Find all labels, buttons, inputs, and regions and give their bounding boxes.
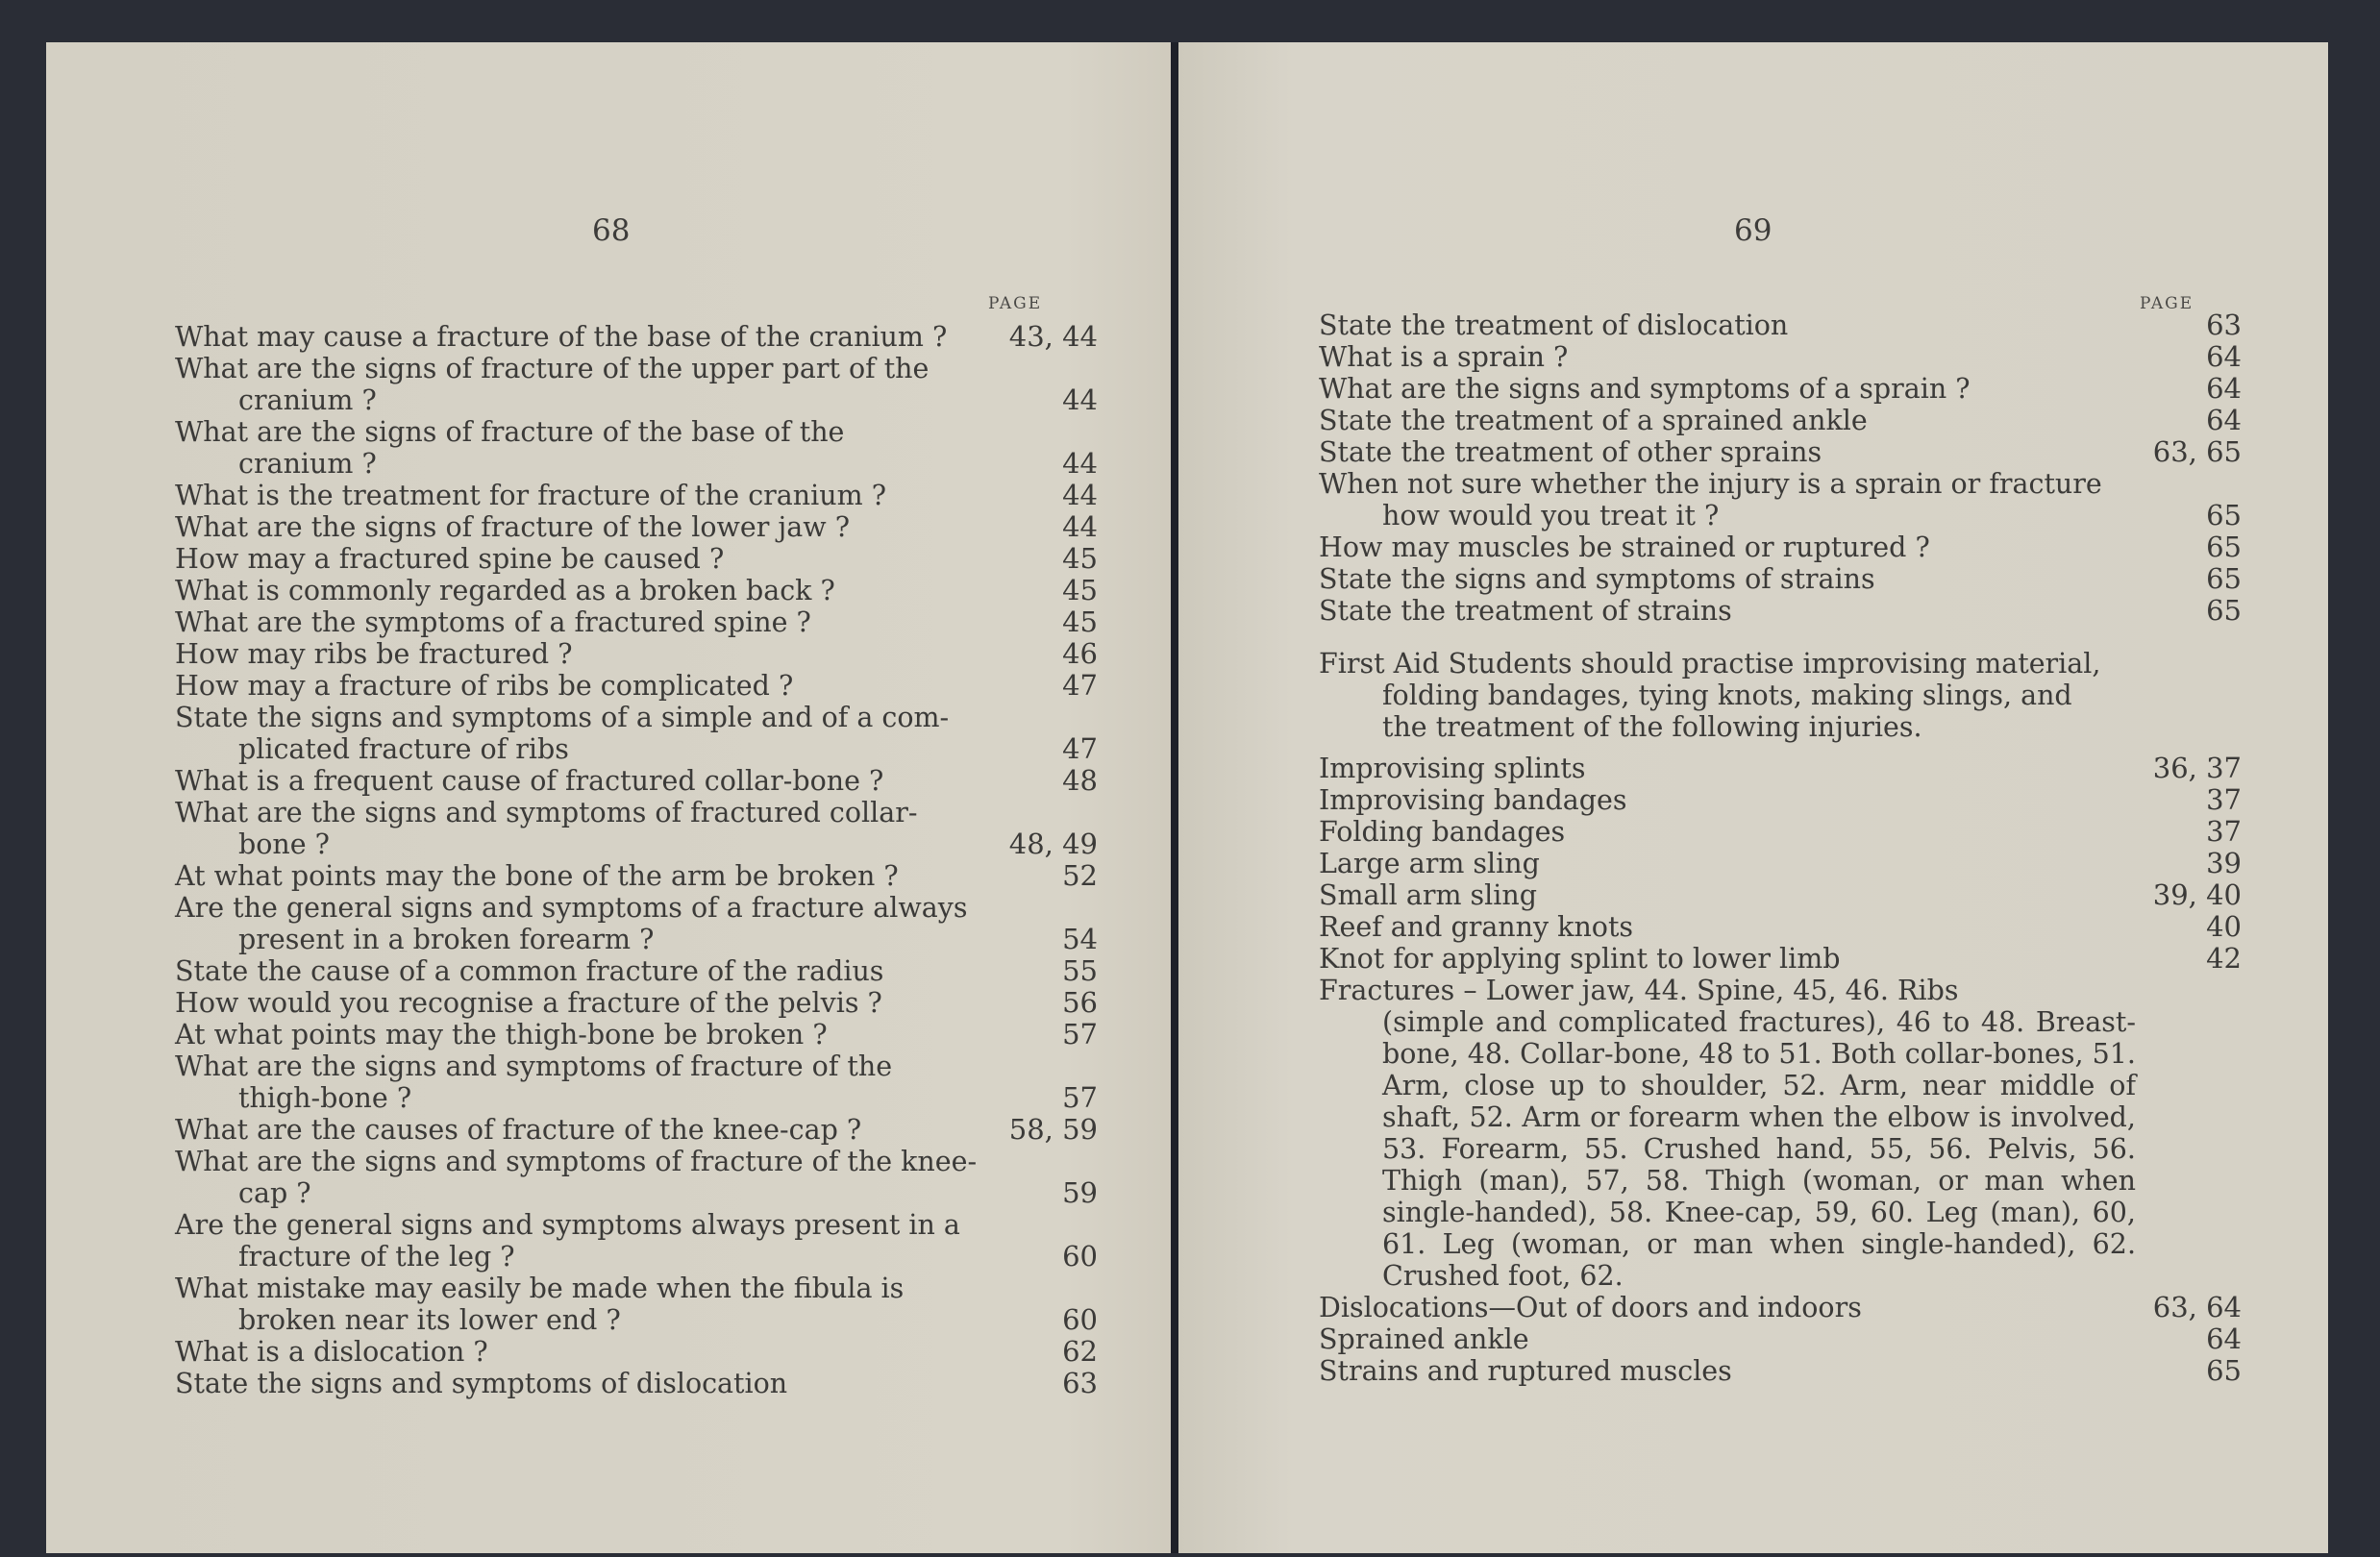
page-reference: 63 [1062,1367,1098,1399]
index-entry [1319,1323,2242,1355]
page-reference: 65 [2206,594,2242,627]
entry-continuation: cranium ? [238,384,377,416]
page-reference: 44 [1062,383,1098,416]
entry-text: What may cause a fracture of the base of the cranium ? [175,321,948,353]
entry-text: Improvising splints [1319,753,1586,784]
entry-text: How may a fracture of ribs be complicated ? [175,670,794,702]
page-reference: 52 [1062,859,1098,892]
entry-text: Small arm sling [1319,879,1537,911]
page-number: 68 [592,213,631,248]
entry-text: Are the general signs and symptoms always present in a [175,1209,960,1241]
entry-text: How may muscles be strained or ruptured ? [1319,531,1930,563]
index-entry [175,1273,1098,1336]
page-reference: 65 [2206,562,2242,595]
entry-text: Folding bandages [1319,816,1566,848]
page-reference: 65 [2206,499,2242,531]
entry-text: Strains and ruptured muscles [1319,1355,1732,1387]
question-list [1319,309,2242,627]
page-column-head: PAGE [2140,294,2194,313]
entry-text: What are the signs and symptoms of fracture of the [175,1050,893,1082]
page-reference: 45 [1062,606,1098,638]
page-reference: 37 [2206,815,2242,848]
entry-continuation: bone ? [238,828,330,860]
page-reference: 47 [1062,669,1098,702]
index-entry [1319,848,2242,879]
entry-text: What are the causes of fracture of the knee-cap ? [175,1114,862,1146]
index-entry [1319,405,2242,436]
page-reference: 39 [2206,847,2242,879]
entry-text: What are the signs and symptoms of a sprain ? [1319,373,1971,405]
page-reference: 45 [1062,574,1098,606]
index-entry [175,860,1098,892]
page-reference: 47 [1062,732,1098,765]
index-entry [175,955,1098,987]
entry-text: What are the signs of fracture of the base of the [175,416,845,448]
index-entry [1319,531,2242,563]
page-reference: 64 [2206,340,2242,373]
page-reference: 58, 59 [1008,1113,1098,1146]
index-entry [175,1146,1098,1209]
fractures-detail: (simple and complicated fractures), 46 to 48. Breast-bone, 48. Collar-bone, 48 to 51. Both collar-bones, 51. Arm, close up to shoulder, 52. Arm, near middle of shaft, 52. Arm or forearm when the elbow is involved, 53. Forearm, 55. Crushed hand, 55, 56. Pelvis, 56. Thigh (man), 57, 58. Thigh (woman, or man when single-handed), 58. Knee-cap, 59, 60. Leg (man), 60, 61. Leg (woman, or man when single-handed), 62. Crushed foot, 62. [1382,1006,2136,1292]
index-entry [1319,879,2242,911]
entry-continuation: thigh-bone ? [238,1082,412,1114]
entry-text: State the treatment of strains [1319,595,1732,627]
page-reference: 65 [2206,531,2242,563]
index-entry [175,1209,1098,1273]
fractures-first-line: Fractures – Lower jaw, 44. Spine, 45, 46. Ribs [1319,975,1959,1006]
left-page [46,42,1177,1553]
index-entry [175,543,1098,575]
page-reference: 44 [1062,510,1098,543]
page-column-head: PAGE [988,294,1043,313]
page-reference: 44 [1062,447,1098,480]
entry-text: What mistake may easily be made when the fibula is [175,1273,905,1304]
entry-text: When not sure whether the injury is a sprain or fracture [1319,468,2102,500]
entry-text: At what points may the bone of the arm be broken ? [175,860,899,892]
index-entry [175,1114,1098,1146]
entry-text: What are the signs of fracture of the lower jaw ? [175,511,850,543]
entry-text: State the treatment of other sprains [1319,436,1822,468]
index-entry [1319,563,2242,595]
index-entry [175,765,1098,797]
entry-text: What is the treatment for fracture of the cranium ? [175,480,886,511]
index-entry [1319,784,2242,816]
page-reference: 39, 40 [2152,878,2242,911]
page-reference: 56 [1062,986,1098,1019]
question-index [1319,309,2242,1387]
question-index [175,321,1098,1399]
entry-text: State the cause of a common fracture of the radius [175,955,884,987]
page-reference: 46 [1062,637,1098,670]
entry-continuation: present in a broken forearm ? [238,924,655,955]
entry-text: Sprained ankle [1319,1323,1529,1355]
page-reference: 63, 64 [2152,1291,2242,1323]
page-reference: 48 [1062,764,1098,797]
entry-text: How would you recognise a fracture of the pelvis ? [175,987,882,1019]
index-entry [1319,309,2242,341]
entry-text: What is a dislocation ? [175,1336,488,1368]
index-entry [175,575,1098,606]
index-entry [1319,943,2242,975]
index-entry [1319,341,2242,373]
page-reference: 63 [2206,309,2242,341]
entry-text: What is a sprain ? [1319,341,1569,373]
page-reference: 36, 37 [2152,752,2242,784]
fractures-entry [1319,975,2242,1292]
entry-text: What are the symptoms of a fractured spine ? [175,606,811,638]
right-page [1178,42,2328,1553]
index-entry [1319,595,2242,627]
page-reference: 64 [2206,1322,2242,1355]
entry-continuation: plicated fracture of ribs [238,733,569,765]
index-entry [175,1050,1098,1114]
entry-text: Knot for applying splint to lower limb [1319,943,1841,975]
page-reference: 48, 49 [1008,828,1098,860]
entry-text: Reef and granny knots [1319,911,1634,943]
index-entry [175,670,1098,702]
entry-text: State the signs and symptoms of dislocation [175,1368,788,1399]
entry-continuation: broken near its lower end ? [238,1304,621,1336]
index-entry [175,1368,1098,1399]
index-entry [1319,753,2242,784]
page-reference: 64 [2206,372,2242,405]
entry-text: What is commonly regarded as a broken back ? [175,575,835,606]
page-reference: 64 [2206,404,2242,436]
entry-text: Large arm sling [1319,848,1540,879]
page-reference: 44 [1062,479,1098,511]
index-entry [175,987,1098,1019]
entry-text: How may ribs be fractured ? [175,638,573,670]
index-entry [175,1019,1098,1050]
entry-text: Improvising bandages [1319,784,1627,816]
entry-text: State the treatment of dislocation [1319,309,1789,341]
page-reference: 37 [2206,783,2242,816]
entry-continuation: cap ? [238,1177,311,1209]
page-reference: 43, 44 [1008,320,1098,353]
index-entry [1319,1355,2242,1387]
index-entry [175,606,1098,638]
page-reference: 62 [1062,1335,1098,1368]
entry-text: Dislocations—Out of doors and indoors [1319,1292,1862,1323]
index-entry [175,797,1098,860]
page-reference: 45 [1062,542,1098,575]
page-reference: 42 [2206,942,2242,975]
page-reference: 65 [2206,1354,2242,1387]
final-list [1319,1292,2242,1387]
practice-list [1319,753,2242,975]
page-reference: 57 [1062,1018,1098,1050]
page-reference: 40 [2206,910,2242,943]
page-reference: 54 [1062,923,1098,955]
entry-text: How may a fractured spine be caused ? [175,543,725,575]
entry-text: State the signs and symptoms of strains [1319,563,1875,595]
index-entry [175,416,1098,480]
entry-text: State the signs and symptoms of a simple and of a com- [175,702,950,733]
entry-text: What is a frequent cause of fractured collar-bone ? [175,765,884,797]
entry-continuation: how would you treat it ? [1382,500,1720,531]
page-reference: 60 [1062,1240,1098,1273]
entry-text: Are the general signs and symptoms of a fracture always [175,892,968,924]
intro-line: First Aid Students should practise improvising material, [1319,648,2101,680]
page-reference: 57 [1062,1081,1098,1114]
index-entry [175,892,1098,955]
index-entry [1319,911,2242,943]
entry-text: What are the signs and symptoms of fractured collar- [175,797,918,828]
index-entry [1319,468,2242,531]
index-entry [175,480,1098,511]
index-entry [175,638,1098,670]
page-reference: 59 [1062,1176,1098,1209]
page-reference: 55 [1062,954,1098,987]
index-entry [1319,373,2242,405]
index-entry [1319,816,2242,848]
entry-text: What are the signs and symptoms of fracture of the knee- [175,1146,978,1177]
practice-intro [1319,648,2242,743]
index-entry [1319,1292,2242,1323]
page-number: 69 [1734,213,1773,248]
entry-text: What are the signs of fracture of the upper part of the [175,353,930,384]
intro-line: folding bandages, tying knots, making slings, and [1382,680,2072,711]
index-entry [175,353,1098,416]
entry-text: State the treatment of a sprained ankle [1319,405,1868,436]
page-reference: 63, 65 [2152,435,2242,468]
entry-text: At what points may the thigh-bone be broken ? [175,1019,828,1050]
entry-continuation: cranium ? [238,448,377,480]
index-entry [175,511,1098,543]
index-entry [175,321,1098,353]
intro-line: the treatment of the following injuries. [1382,711,1922,743]
index-entry [1319,436,2242,468]
index-entry [175,1336,1098,1368]
index-entry [175,702,1098,765]
entry-continuation: fracture of the leg ? [238,1241,515,1273]
page-reference: 60 [1062,1303,1098,1336]
